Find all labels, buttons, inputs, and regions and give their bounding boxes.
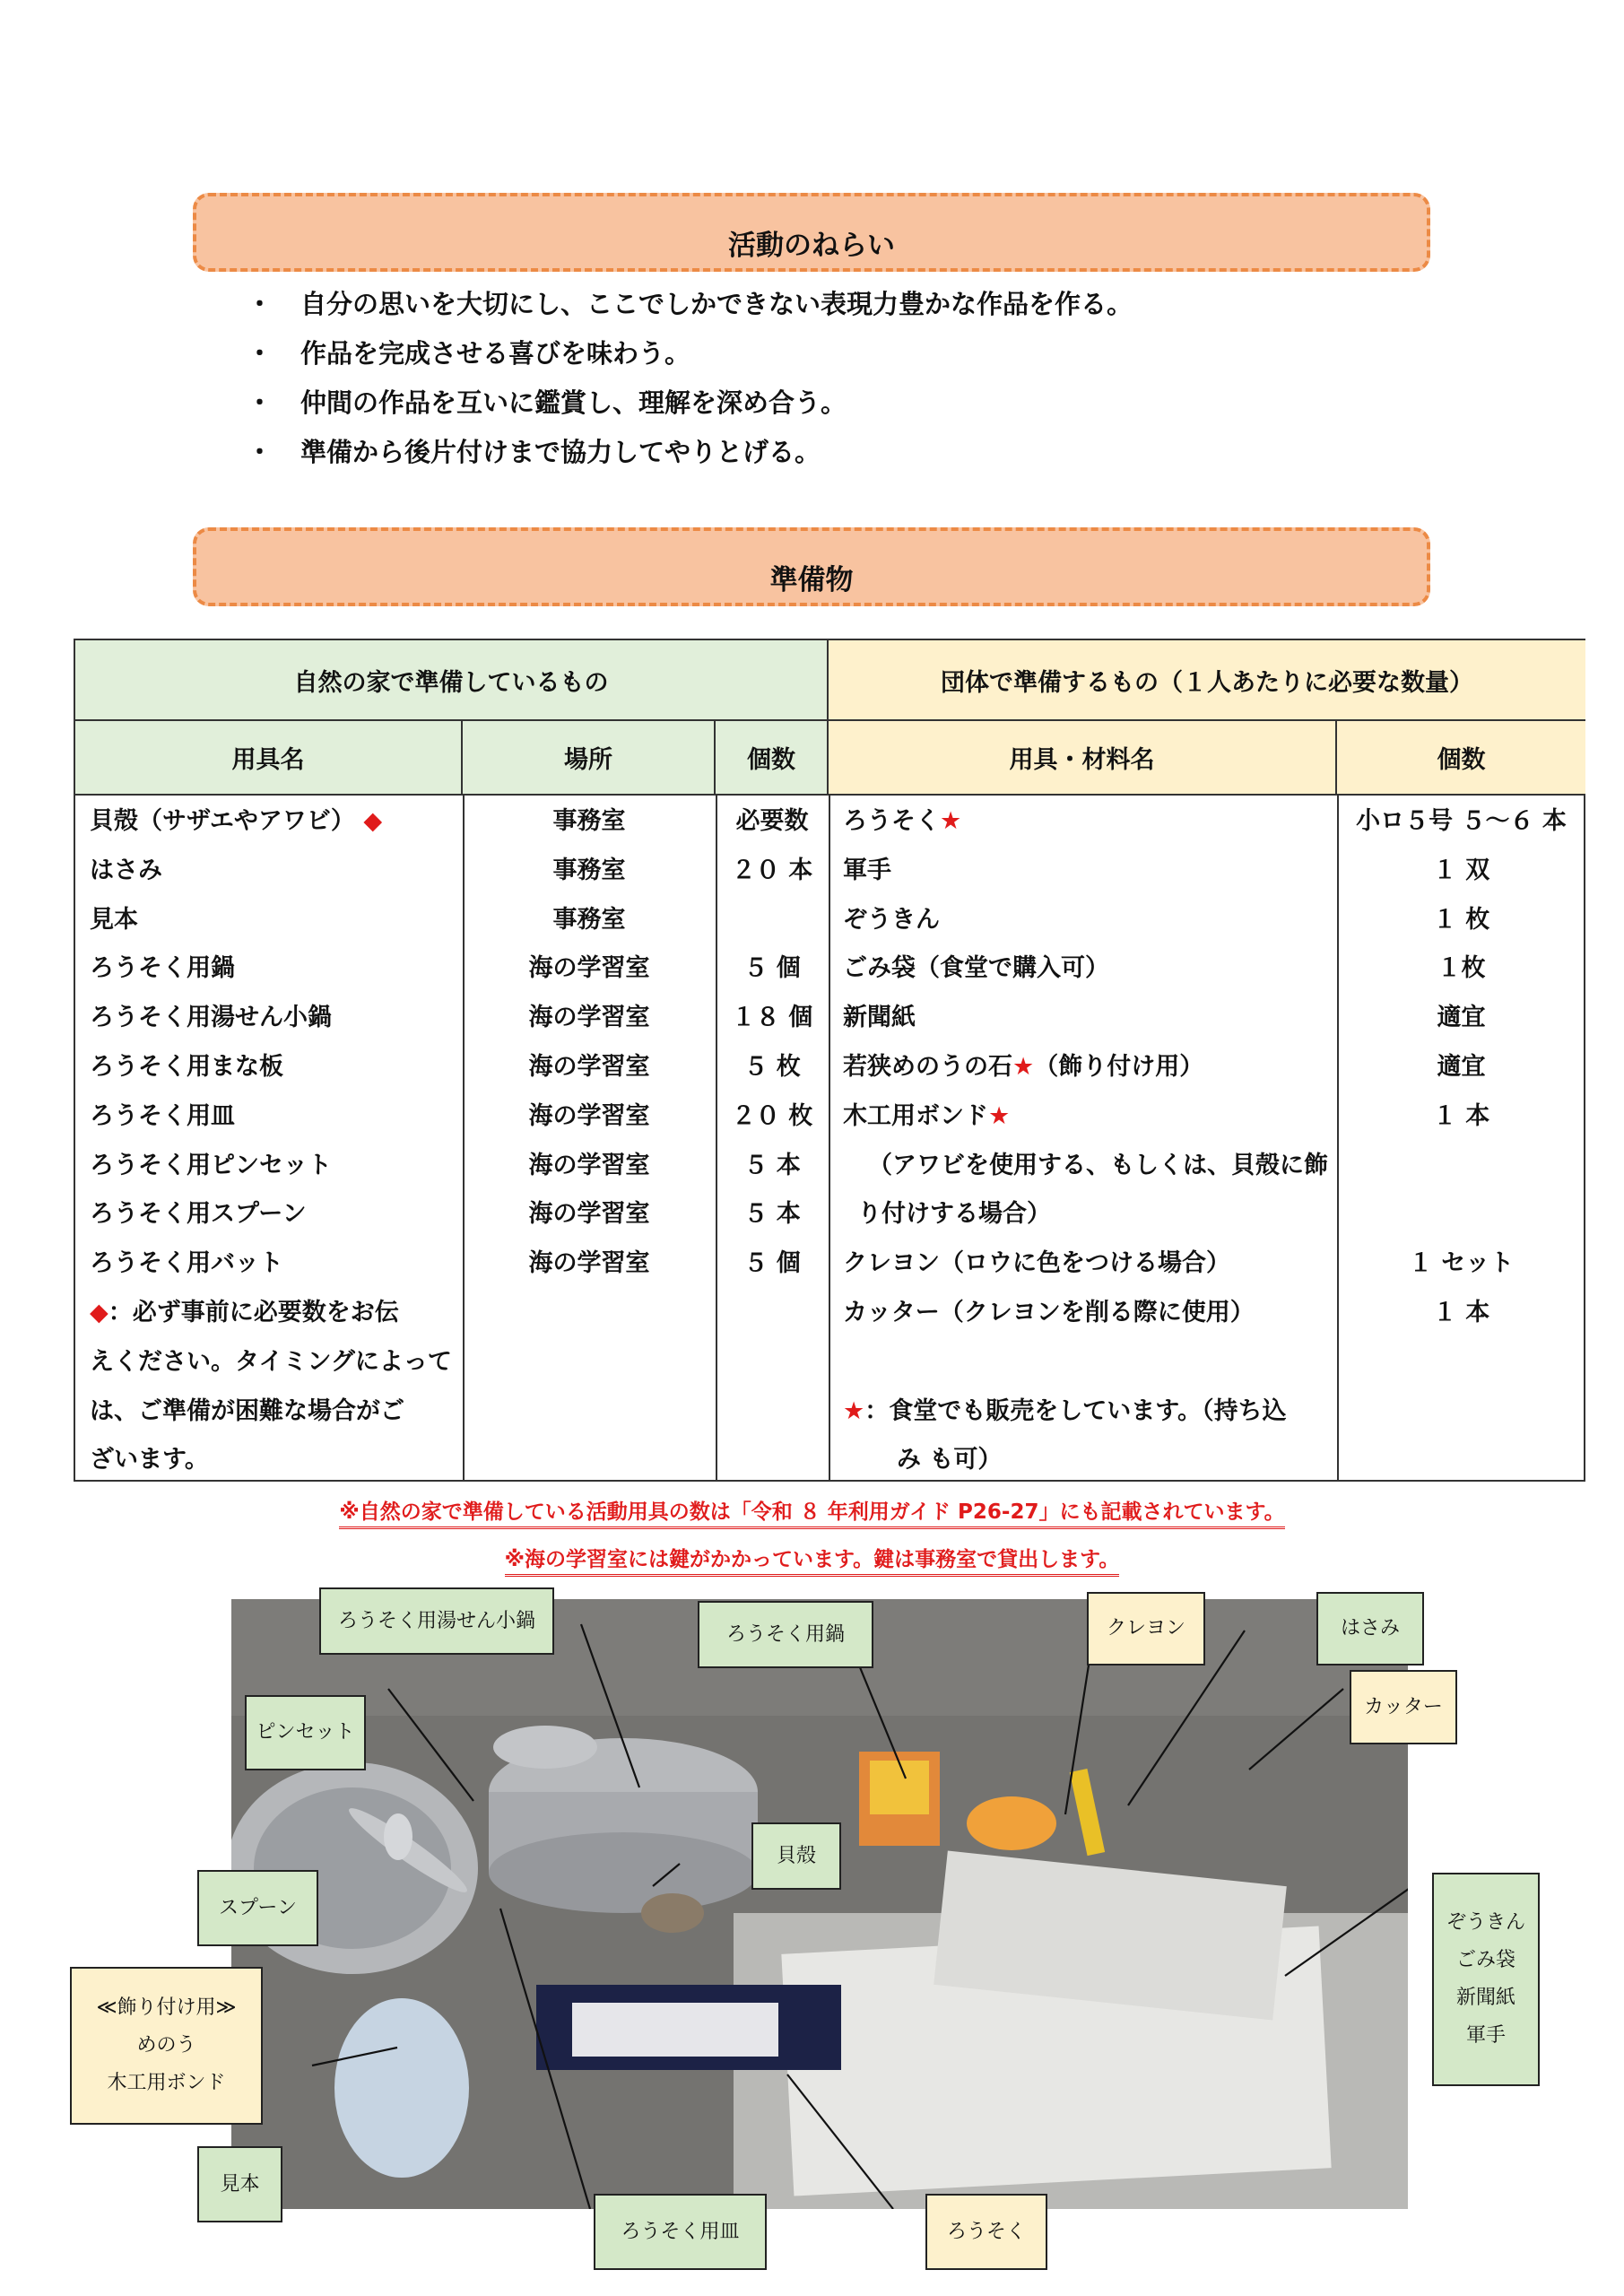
supplies-photo [231,1599,1408,2209]
note-guide: ※自然の家で準備している活動用具の数は「令和 ８ 年利用ガイド P26-27」にも記載されています。 [0,1495,1624,1525]
table-row: ろうそく用ピンセット [90,1151,332,1179]
table-row: （アワビを使用する、もしくは、貝殻に飾 [868,1151,1328,1179]
table-row: ろうそく用皿 [90,1101,235,1130]
supplies-table [74,639,1585,1482]
star-icon: ★ [988,1101,1011,1130]
left-note-line: は、ご準備が困難な場合がご [90,1396,404,1425]
table-row: ろうそく用スプーン [90,1200,307,1229]
right-note-line: ★：食堂でも販売をしています。（持ち込 [843,1396,1287,1425]
table-row: ろうそく用バット [90,1249,283,1278]
diamond-icon: ◆ [363,807,383,835]
prep-title: 準備物 [769,564,854,596]
table-row: クレヨン（ロウに色をつける場合） [843,1249,1230,1278]
left-places-column: 事務室 事務室 事務室 海の学習室 海の学習室 海の学習室 海の学習室 海の学習室 海の学習室 海の学習室 [528,807,650,1278]
aims-header [193,193,1430,272]
col-header-quantity: 個数 [1337,721,1585,796]
table-row: カッター（クレヨンを削る際に使用） [843,1298,1255,1326]
star-icon: ★ [843,1396,865,1425]
right-names-column [843,797,1328,1485]
right-group-header: 団体で準備するもの（１人あたりに必要な数量） [829,640,1585,721]
label-nabe: ろうそく用鍋 [698,1601,873,1668]
label-rousoku: ろうそく [925,2194,1047,2270]
label-right-group: ぞうきん ごみ袋 新聞紙 軍手 [1432,1873,1540,2086]
table-row: 軍手 [843,856,891,884]
label-kazari: ≪飾り付け用≫ めのう 木工用ボンド [70,1967,263,2125]
left-note-line: えください。タイミングによって [90,1347,452,1376]
table-row: 若狭めのうの石★（飾り付け用） [843,1052,1204,1081]
col-header-tool: 用具名 [75,721,463,796]
label-crayon: クレヨン [1087,1592,1205,1665]
table-row: 見本 [90,905,138,934]
label-yusen-nabe: ろうそく用湯せん小鍋 [319,1587,554,1655]
left-group-header: 自然の家で準備しているもの [75,640,829,721]
table-row: 木工用ボンド★ [843,1101,1011,1130]
label-kaigara: 貝殻 [751,1822,841,1890]
table-row: ろうそく用まな板 [90,1052,283,1081]
right-note-line: み も可） [897,1446,1003,1474]
left-note-line: ◆：必ず事前に必要数をお伝 [90,1298,399,1326]
left-note-line: ざいます。 [90,1446,209,1474]
diamond-icon: ◆ [90,1298,109,1326]
label-zara: ろうそく用皿 [594,2194,767,2270]
table-row: 貝殻（サザエやアワビ） ◆ [90,807,383,835]
note-key: ※海の学習室には鍵がかかっています。鍵は事務室で貸出します。 [0,1543,1624,1572]
aims-title: 活動のねらい [728,230,895,262]
table-row: り付けする場合） [857,1200,1051,1229]
label-cutter: カッター [1350,1670,1457,1744]
col-header-material: 用具・材料名 [829,721,1337,796]
prep-header [193,527,1430,606]
table-row: ごみ袋（食堂で購入可） [843,954,1109,983]
label-hasami: はさみ [1316,1592,1424,1665]
left-counts-column: 必要数 ２０ 本 ５ 個 １８ 個 ５ 枚 ２０ 枚 ５ 本 ５ 本 ５ 個 [731,807,813,1278]
table-row: ろうそく用湯せん小鍋 [90,1004,332,1032]
table-row: ろうそく★ [843,807,962,835]
label-spoon: スプーン [197,1870,318,1946]
label-mihon: 見本 [197,2146,282,2222]
left-names-column [90,797,452,1485]
right-counts-column: 小ロ５号 ５～６ 本 １ 双 １ 枚 １枚 適宜 適宜 １ 本 １ セット １ 本 [1356,807,1567,1326]
star-icon: ★ [940,807,962,835]
table-row: はさみ [90,856,162,884]
table-row: ろうそく用鍋 [90,954,235,983]
table-row: ぞうきん [843,905,940,934]
col-header-place: 場所 [463,721,716,796]
label-pinset: ピンセット [245,1695,366,1770]
col-header-count: 個数 [716,721,829,796]
table-row: 新聞紙 [843,1004,916,1032]
star-icon: ★ [1012,1052,1035,1081]
